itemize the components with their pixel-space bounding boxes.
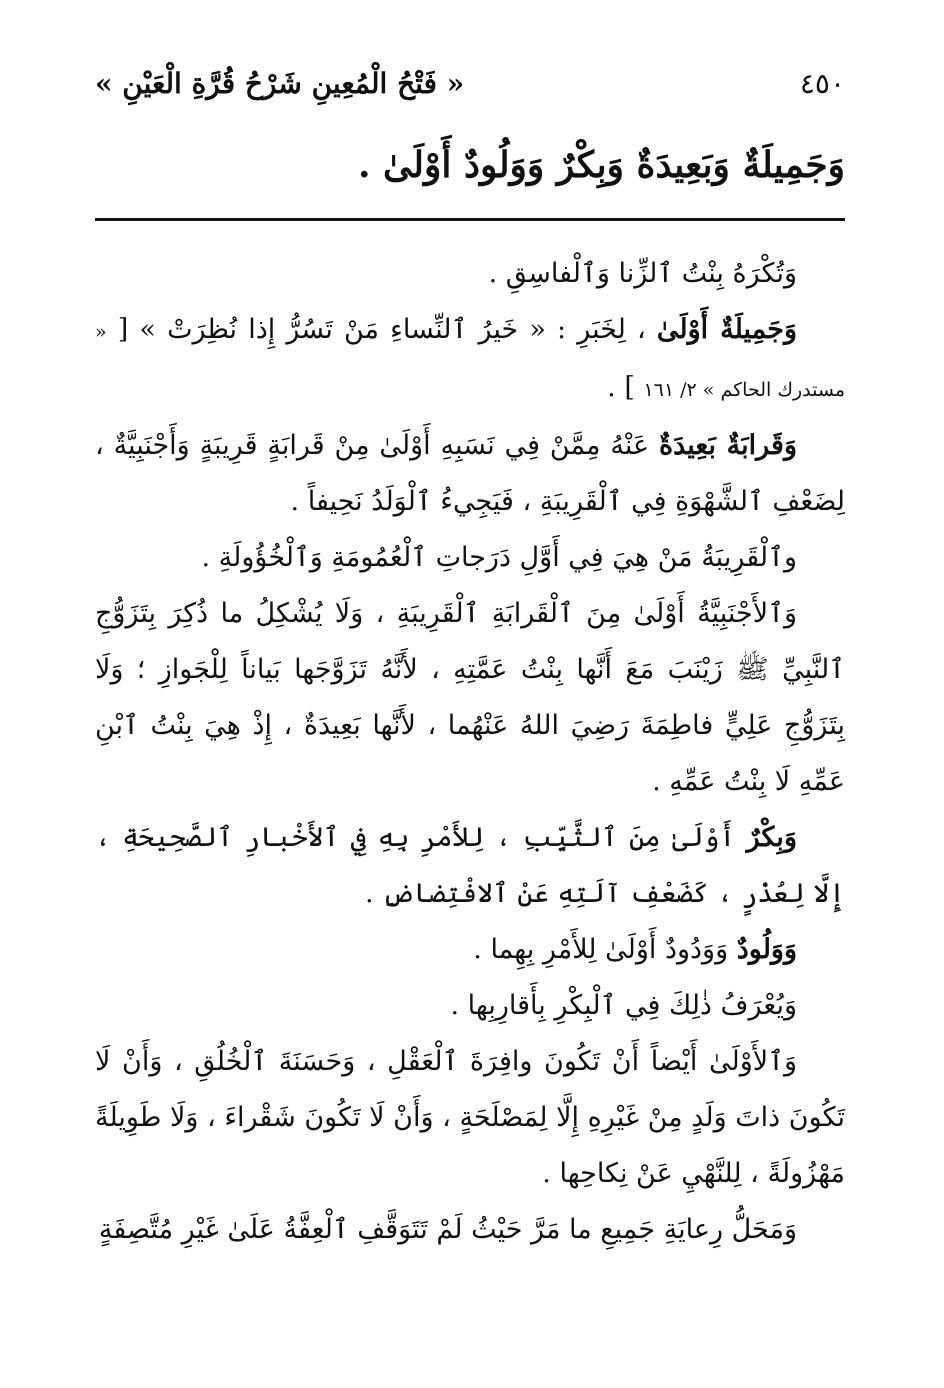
citation: « مستدرك الحاكم » ٢/ ١٦١ — [95, 321, 845, 401]
paragraph-text: وَتُكْرَهُ بِنْتُ ٱلزِّنا وَٱلْفاسِقِ . — [488, 258, 797, 289]
paragraph-text: وَوَدُودٌ أَوْلَىٰ لِلأَمْرِ بِهِما . — [473, 934, 737, 965]
paragraph — [95, 530, 845, 586]
paragraph — [95, 1202, 845, 1258]
page-number: ٤٥٠ — [799, 66, 845, 100]
lemma: وَبِكْرٌ — [746, 822, 797, 853]
paragraph-text: وَٱلأَجْنَبِيَّةُ أَوْلَىٰ مِنَ ٱلْقَرابَةِ ٱلْقَرِيبَةِ ، وَلَا يُشْكِلُ ما ذُكِرَ بِتَزَوُّجِ ٱلنَّبِيِّ ﷺ زَيْنَبَ مَعَ أَنَّها بِنْتُ عَمَّتِهِ ، لأَنَّهُ تَزَوَّجَها بَياناً لِلْجَوازِ ؛ وَلَا بِتَزَوُّجِ عَلِيٍّ فاطِمَةَ رَضِيَ اللهُ عَنْهُما ، لأَنَّها بَعِيدَةٌ ، إِذْ هِيَ بِنْتُ ٱبْنِ عَمِّهِ لَا بِنْتُ عَمِّهِ . — [95, 598, 845, 797]
paragraph-text: ، لِخَبَرِ : « خَيرُ ٱلنِّساءِ مَنْ تَسُرُّ إِذا نُظِرَتْ » [ — [117, 314, 657, 345]
separator-rule — [95, 218, 845, 221]
paragraph — [95, 1034, 845, 1202]
paragraph-tail: ] . — [607, 372, 635, 403]
paragraph-text: أَوْلَىٰ مِنَ ٱلثَّيِّبِ ، لِلأَمْرِ بِهِ فِي ٱلأَخْبارِ ٱلصَّحِيحَةِ ، إِلَّا لِعُذْرٍ ، كَضَعْفِ آلَتِهِ عَنْ ٱلافْتِضاضِ . — [95, 822, 845, 909]
paragraph — [95, 418, 845, 530]
paragraph-text: وَٱلأَوْلَىٰ أَيْضاً أَنْ تَكُونَ وافِرَةَ ٱلْعَقْلِ ، وَحَسَنَةَ ٱلْخُلُقِ ، وَأَنْ لَا تَكُونَ ذاتَ وَلَدٍ مِنْ غَيْرِهِ إِلَّا لِمَصْلَحَةٍ ، وَأَنْ لَا تَكُونَ شَقْراءَ ، وَلَا طَوِيلَةً مَهْزُولَةً ، لِلنَّهْيِ عَنْ نِكاحِها . — [95, 1046, 845, 1189]
paragraph — [95, 586, 845, 810]
paragraph-text: وَيُعْرَفُ ذٰلِكَ فِي ٱلْبِكْرِ بِأَقارِبِها . — [450, 990, 797, 1021]
paragraph-text: وٱلْقَرِيبَةُ مَنْ هِيَ فِي أَوَّلِ دَرَجاتِ ٱلْعُمُومَةِ وَٱلْخُؤُولَةِ . — [201, 542, 797, 573]
paragraph — [95, 810, 845, 922]
page-header — [95, 58, 845, 108]
lemma: وَقَرابَةٌ بَعِيدَةٌ — [658, 430, 797, 461]
paragraph-text: عَنْهُ مِمَّنْ فِي نَسَبِهِ أَوْلَىٰ مِنْ قَرابَةٍ قَرِيبَةٍ وَأَجْنَبِيَّةٌ ، لِضَعْفِ ٱلشَّهْوَةِ فِي ٱلْقَرِيبَةِ ، فَيَجِيءُ ٱلْوَلَدُ نَحِيفاً . — [95, 430, 845, 517]
running-title: « فَتْحُ الْمُعِينِ شَرْحُ قُرَّةِ الْعَيْنِ » — [95, 66, 465, 100]
paragraph-text: وَمَحَلُّ رِعايَةِ جَمِيعِ ما مَرَّ حَيْثُ لَمْ تَتَوَقَّفِ ٱلْعِفَّةُ عَلَىٰ غَيْرِ مُتَّصِفَةٍ — [98, 1214, 797, 1245]
paragraph — [95, 978, 845, 1034]
lemma: وَوَلُودٌ — [736, 934, 797, 965]
lemma: وَجَمِيلَةٌ أَوْلَىٰ — [656, 314, 797, 345]
paragraph — [95, 246, 845, 302]
paragraph — [95, 922, 845, 978]
commentary-body — [95, 246, 845, 1258]
matn-text: وَجَمِيلَةٌ وَبَعِيدَةٌ وَبِكْرٌ وَوَلُودٌ أَوْلَىٰ . — [357, 144, 845, 186]
paragraph — [95, 302, 845, 418]
